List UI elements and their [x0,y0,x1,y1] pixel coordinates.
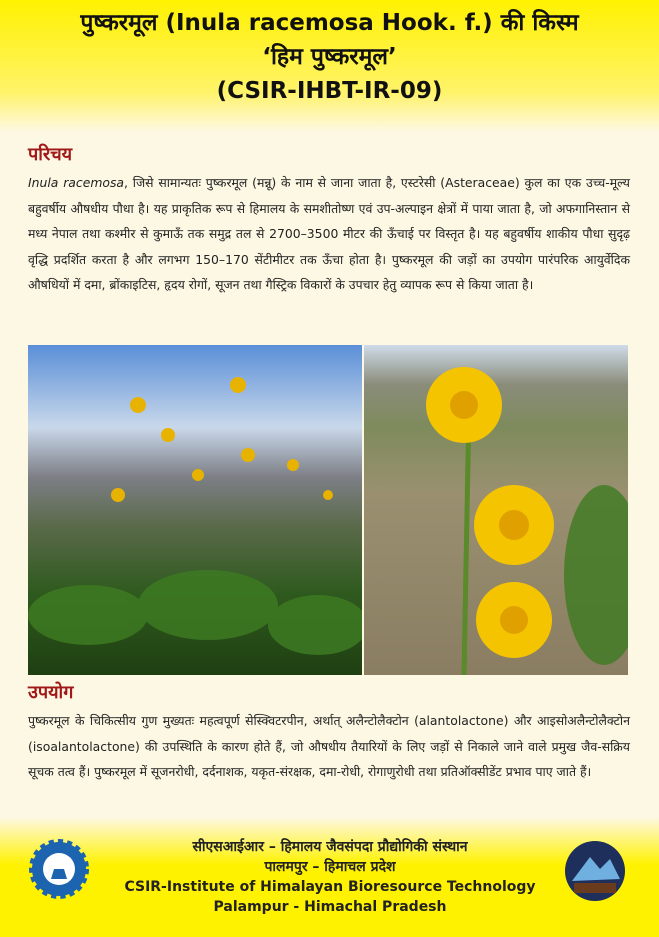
title-line-1: पुष्करमूल (Inula racemosa Hook. f.) की किस्म [80,10,579,36]
plant-field-photo [28,345,362,675]
plant-illustration [28,345,362,675]
location-english: Palampur - Himachal Pradesh [213,899,447,915]
intro-heading: परिचय [28,144,73,165]
institute-hindi: सीएसआईआर – हिमालय जैवसंपदा प्रौद्योगिकी संस्थान [192,839,468,855]
intro-text: , जिसे सामान्यतः पुष्करमूल (मन्नू) के नाम से जाना जाता है, एस्टरेसी (Asteraceae) कुल का एक उच्च-मूल्य बहुवर्षीय औषधीय पौधा है। यह प्राकृतिक रूप से हिमालय के समशीतोष्ण एवं उप-अल्पाइन क्षेत्रों में पाया जाता है, जो अफगानिस्तान से मध्य नेपाल तथा कश्मीर से कुमाऊँ तक समुद्र तल से 2700–3500 मीटर की ऊँचाई पर विस्तृत है। यह बहुवर्षीय शाकीय पौधा सुदृढ़ वृद्धि प्रदर्शित करता है और लगभग 150–170 सेंटीमीटर तक ऊँचा होता है। पुष्करमूल की जड़ों का उपयोग पारंपरिक आयुर्वेदिक औषधियों में दमा, ब्रोंकाइटिस, हृदय रोगों, सूजन तथा गैस्ट्रिक विकारों के उपचार हेतु व्यापक रूप से किया जाता है। [28,175,630,292]
flower-closeup-photo [364,345,628,675]
location-hindi: पालमपुर – हिमाचल प्रदेश [264,859,396,875]
flower-illustration [364,345,628,675]
uses-paragraph: पुष्करमूल के चिकित्सीय गुण मुख्यतः महत्वपूर्ण सेस्क्विटरपीन, अर्थात् अलैन्टोलैक्टोन (alantolactone) और आइसोअलैन्टोलैक्टोन (isoalantolactone) की उपस्थिति के कारण होते हैं, जो औषधीय तैयारियों के लिए जड़ों से निकाले जाने वाले प्रमुख जैव-सक्रिय सूचक तत्व हैं। पुष्करमूल में सूजनरोधी, दर्दनाशक, यकृत-संरक्षक, दमा-रोधी, रोगाणुरोधी तथा प्रतिऑक्सीडेंट प्रभाव पाए जाते हैं। [28,713,630,779]
uses-heading: उपयोग [28,682,74,703]
csir-gear-icon [29,839,89,899]
institute-name [110,837,550,917]
title-banner [0,0,659,132]
title-line-2: ‘हिम पुष्करमूल’ [262,44,397,70]
footer [0,817,659,937]
institute-english: CSIR-Institute of Himalayan Bioresource Technology [124,879,536,895]
title-line-3: (CSIR-IHBT-IR-09) [216,78,443,104]
ihbt-emblem-icon [560,839,630,909]
csir-logo [26,839,92,903]
intro-paragraph [28,170,630,298]
species-name: Inula racemosa [28,175,125,190]
ihbt-logo [560,839,630,913]
